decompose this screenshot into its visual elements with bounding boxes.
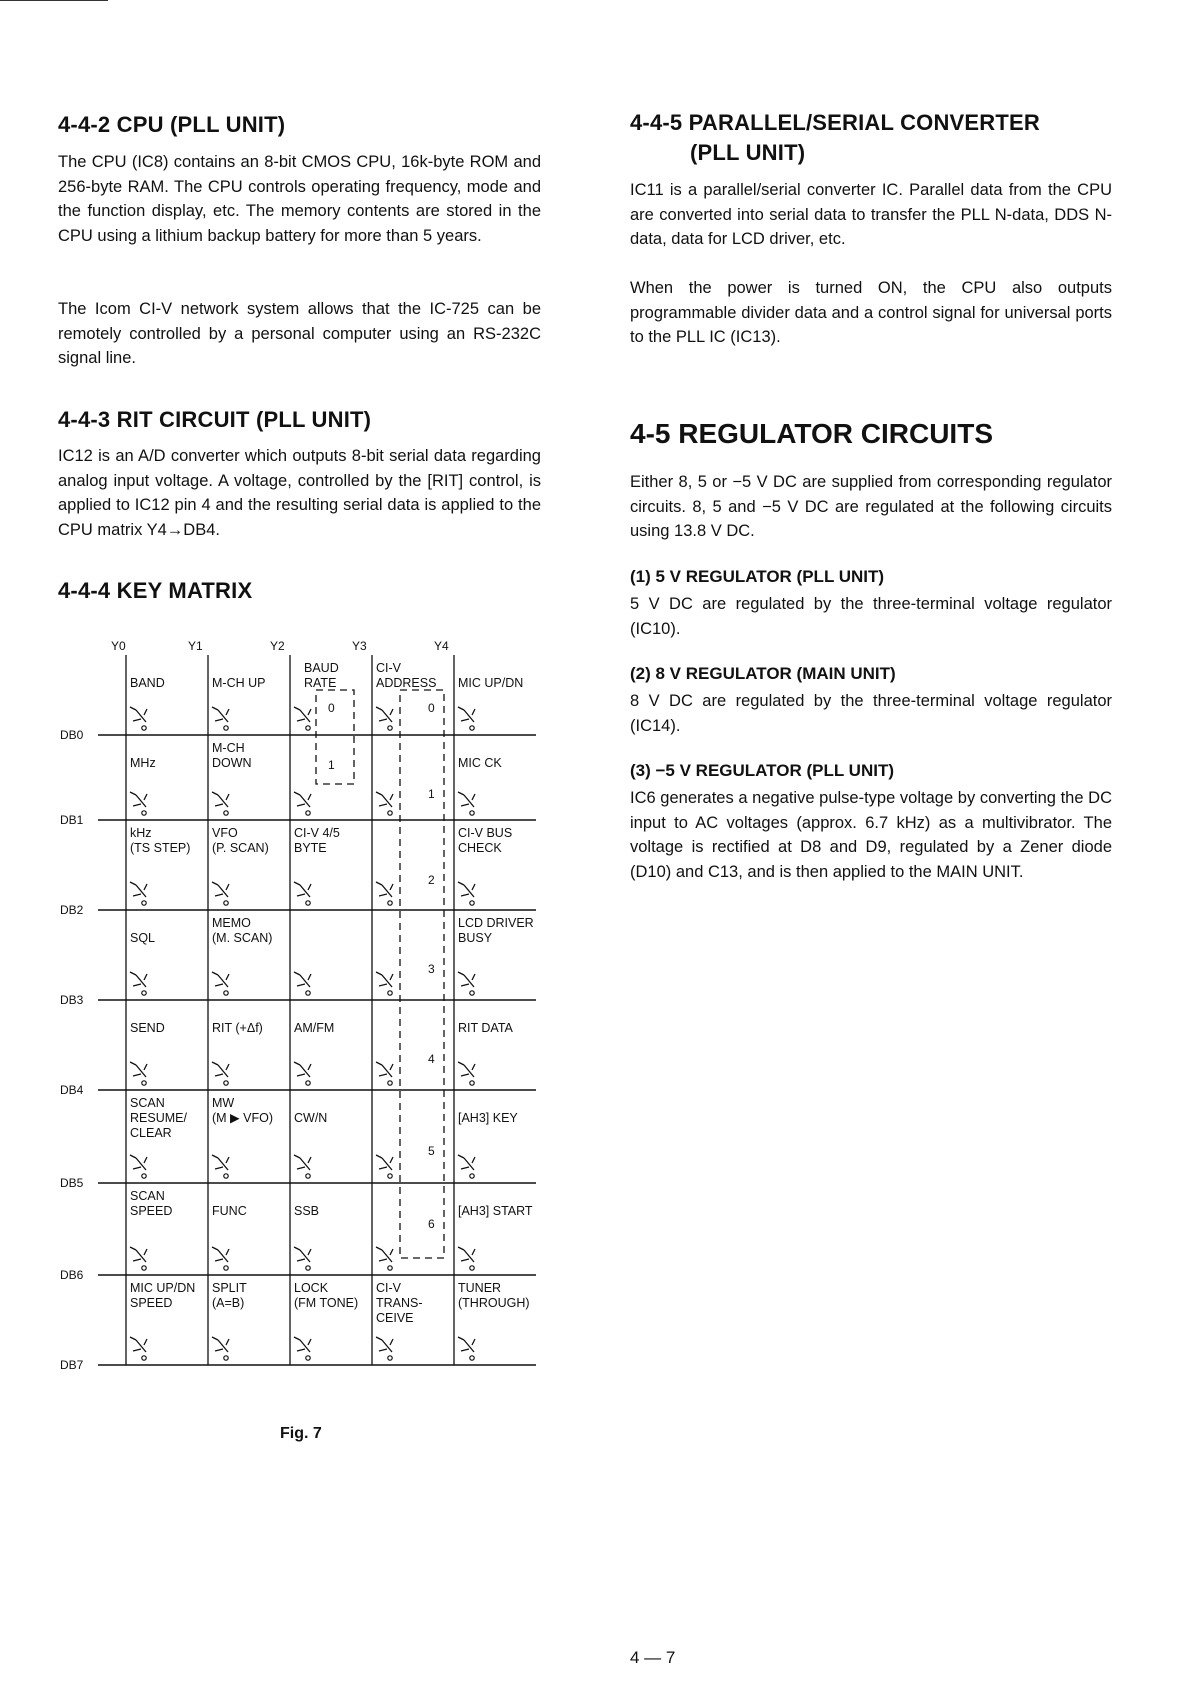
key-label-db0-y3: ADDRESS [376, 676, 437, 690]
switch-contact-db0-y3 [388, 726, 392, 730]
key-label-db6-y4: [AH3] START [458, 1204, 533, 1218]
switch-symbol-db1-y1 [212, 792, 229, 807]
switch-contact-db6-y0 [142, 1266, 146, 1270]
paragraph-5v: 5 V DC are regulated by the three-terminal voltage regulator (IC10). [630, 595, 1112, 638]
key-label-db0-y0: BAND [130, 676, 165, 690]
address-bit-3: 3 [428, 962, 435, 976]
switch-symbol-db7-y2 [294, 1337, 311, 1352]
switch-symbol-db5-y1 [212, 1155, 229, 1170]
key-label-db7-y0: MIC UP/DN [130, 1281, 196, 1295]
switch-symbol-db1-y0 [130, 792, 147, 807]
key-label-db1-y1: DOWN [212, 756, 252, 770]
switch-contact-db5-y4 [470, 1174, 474, 1178]
row-label-db3: DB3 [60, 993, 84, 1007]
switch-contact-db6-y1 [224, 1266, 228, 1270]
key-label-db7-y0: SPEED [130, 1296, 173, 1310]
switch-symbol-db4-y2 [294, 1062, 311, 1077]
column-label-y2: Y2 [270, 639, 285, 653]
paragraph-power-on: When the power is turned ON, the CPU also outputs programmable divider data and a control signal for universal ports to the PLL IC (IC13). [630, 279, 1112, 346]
civ-address-dashed-group [400, 690, 444, 1258]
key-label-db1-y0: MHz [130, 756, 156, 770]
switch-contact-db6-y3 [388, 1266, 392, 1270]
key-label-db2-y0: kHz [130, 826, 152, 840]
switch-symbol-db5-y4 [458, 1155, 475, 1170]
key-label-db7-y4: TUNER [458, 1281, 502, 1295]
key-label-db7-y1: (A=B) [212, 1296, 245, 1310]
switch-contact-db1-y3 [388, 811, 392, 815]
row-label-db2: DB2 [60, 903, 84, 917]
key-label-db4-y4: RIT DATA [458, 1021, 513, 1035]
key-label-db5-y4: [AH3] KEY [458, 1111, 518, 1125]
switch-contact-db5-y0 [142, 1174, 146, 1178]
key-label-db3-y0: SQL [130, 931, 156, 945]
key-label-db6-y2: SSB [294, 1204, 320, 1218]
row-label-db4: DB4 [60, 1083, 84, 1097]
address-bit-1: 1 [428, 787, 435, 801]
paragraph-cpu: The CPU (IC8) contains an 8-bit CMOS CPU, 16k-byte ROM and 256-byte RAM. The CPU controls operating frequency, mode and the function display, etc. The memory contents are stored in the CPU using a lithium backup battery for more than 5 years. [58, 153, 541, 245]
switch-contact-db4-y1 [224, 1081, 228, 1085]
heading-4-4-3: 4-4-3 RIT CIRCUIT (PLL UNIT) [58, 407, 372, 432]
switch-symbol-db5-y0 [130, 1155, 147, 1170]
heading-8v-regulator: (2) 8 V REGULATOR (MAIN UNIT) [630, 664, 896, 683]
heading-neg5v-regulator: (3) −5 V REGULATOR (PLL UNIT) [630, 761, 894, 780]
switch-contact-db7-y0 [142, 1356, 146, 1360]
key-label-db3-y1: (M. SCAN) [212, 931, 273, 945]
switch-contact-db1-y4 [470, 811, 474, 815]
switch-symbol-db6-y4 [458, 1247, 475, 1262]
switch-contact-db3-y1 [224, 991, 228, 995]
switch-symbol-db6-y3 [376, 1247, 393, 1262]
switch-contact-db1-y1 [224, 811, 228, 815]
switch-symbol-db1-y3 [376, 792, 393, 807]
key-label-db3-y1: MEMO [212, 916, 251, 930]
key-label-db5-y1: (M ▶ VFO) [212, 1111, 273, 1125]
row-label-db0: DB0 [60, 728, 84, 742]
key-label-db5-y0: SCAN [130, 1096, 165, 1110]
switch-symbol-db0-y2 [294, 707, 311, 722]
switch-symbol-db6-y0 [130, 1247, 147, 1262]
switch-symbol-db7-y0 [130, 1337, 147, 1352]
paragraph-8v: 8 V DC are regulated by the three-terminal voltage regulator (IC14). [630, 692, 1112, 735]
key-label-db0-y3: CI-V [376, 661, 401, 675]
heading-4-4-2: 4-4-2 CPU (PLL UNIT) [58, 112, 286, 137]
key-matrix-diagram [58, 638, 558, 1418]
row-label-db6: DB6 [60, 1268, 84, 1282]
key-label-db5-y1: MW [212, 1096, 235, 1110]
key-label-db0-y1: M-CH UP [212, 676, 266, 690]
switch-symbol-db3-y2 [294, 972, 311, 987]
heading-4-4-5-sub: (PLL UNIT) [690, 140, 806, 165]
key-label-db2-y4: CHECK [458, 841, 502, 855]
key-label-db5-y0: CLEAR [130, 1126, 172, 1140]
address-bit-4: 4 [428, 1052, 435, 1066]
row-label-db7: DB7 [60, 1358, 84, 1372]
switch-contact-db3-y3 [388, 991, 392, 995]
key-label-db7-y3: TRANS- [376, 1296, 423, 1310]
switch-symbol-db3-y3 [376, 972, 393, 987]
key-label-db7-y4: (THROUGH) [458, 1296, 530, 1310]
top-rule [0, 0, 108, 1]
key-label-db7-y2: (FM TONE) [294, 1296, 359, 1310]
switch-symbol-db2-y2 [294, 882, 311, 897]
figure-caption: Fig. 7 [280, 1425, 322, 1442]
switch-symbol-db2-y3 [376, 882, 393, 897]
heading-4-5: 4-5 REGULATOR CIRCUITS [630, 418, 993, 449]
key-label-db0-y2: RATE [304, 676, 337, 690]
key-label-db7-y2: LOCK [294, 1281, 329, 1295]
key-label-db6-y1: FUNC [212, 1204, 247, 1218]
switch-symbol-db4-y1 [212, 1062, 229, 1077]
switch-contact-db0-y0 [142, 726, 146, 730]
key-label-db3-y4: LCD DRIVER [458, 916, 534, 930]
key-label-db7-y3: CI-V [376, 1281, 401, 1295]
key-label-db1-y1: M-CH [212, 741, 245, 755]
key-label-db5-y2: CW/N [294, 1111, 328, 1125]
key-label-db2-y1: VFO [212, 826, 238, 840]
switch-contact-db0-y2 [306, 726, 310, 730]
switch-symbol-db0-y4 [458, 707, 475, 722]
column-label-y4: Y4 [434, 639, 449, 653]
switch-contact-db5-y1 [224, 1174, 228, 1178]
key-label-db4-y0: SEND [130, 1021, 165, 1035]
switch-contact-db2-y3 [388, 901, 392, 905]
key-label-db6-y0: SCAN [130, 1189, 165, 1203]
switch-contact-db7-y3 [388, 1356, 392, 1360]
address-bit-6: 6 [428, 1217, 435, 1231]
paragraph-civ: The Icom CI-V network system allows that the IC-725 can be remotely controlled by a personal computer using an RS-232C signal line. [58, 300, 541, 367]
switch-symbol-db2-y4 [458, 882, 475, 897]
baud-bit-1: 1 [328, 758, 335, 772]
column-label-y3: Y3 [352, 639, 367, 653]
switch-contact-db2-y1 [224, 901, 228, 905]
row-label-db5: DB5 [60, 1176, 84, 1190]
key-label-db4-y2: AM/FM [294, 1021, 335, 1035]
switch-contact-db4-y2 [306, 1081, 310, 1085]
paragraph-regulators: Either 8, 5 or −5 V DC are supplied from corresponding regulator circuits. 8, 5 and −5 V DC are regulated at the following circuits using 13.8 V DC. [630, 473, 1112, 540]
switch-contact-db1-y0 [142, 811, 146, 815]
key-label-db0-y2: BAUD [304, 661, 339, 675]
switch-contact-db4-y3 [388, 1081, 392, 1085]
switch-contact-db7-y2 [306, 1356, 310, 1360]
address-bit-0: 0 [428, 701, 435, 715]
switch-symbol-db7-y4 [458, 1337, 475, 1352]
switch-symbol-db4-y4 [458, 1062, 475, 1077]
switch-contact-db3-y0 [142, 991, 146, 995]
baud-rate-dashed-group [316, 690, 354, 784]
switch-contact-db6-y2 [306, 1266, 310, 1270]
key-label-db7-y1: SPLIT [212, 1281, 247, 1295]
key-label-db2-y0: (TS STEP) [130, 841, 191, 855]
key-label-db2-y1: (P. SCAN) [212, 841, 269, 855]
heading-5v-regulator: (1) 5 V REGULATOR (PLL UNIT) [630, 567, 885, 586]
key-label-db7-y3: CEIVE [376, 1311, 414, 1325]
key-label-db1-y4: MIC CK [458, 756, 502, 770]
switch-contact-db4-y4 [470, 1081, 474, 1085]
heading-4-4-4: 4-4-4 KEY MATRIX [58, 578, 253, 603]
switch-symbol-db3-y0 [130, 972, 147, 987]
switch-contact-db3-y4 [470, 991, 474, 995]
switch-contact-db4-y0 [142, 1081, 146, 1085]
switch-symbol-db0-y0 [130, 707, 147, 722]
switch-symbol-db6-y2 [294, 1247, 311, 1262]
switch-contact-db6-y4 [470, 1266, 474, 1270]
key-label-db5-y0: RESUME/ [130, 1111, 187, 1125]
address-bit-5: 5 [428, 1144, 435, 1158]
switch-symbol-db1-y2 [294, 792, 311, 807]
switch-symbol-db4-y0 [130, 1062, 147, 1077]
switch-symbol-db6-y1 [212, 1247, 229, 1262]
switch-symbol-db4-y3 [376, 1062, 393, 1077]
address-bit-2: 2 [428, 873, 435, 887]
switch-contact-db7-y4 [470, 1356, 474, 1360]
paragraph-rit: IC12 is an A/D converter which outputs 8-bit serial data regarding analog input voltage. A voltage, controlled by the [RIT] control, is applied to IC12 pin 4 and the resulting serial data is applied to the CPU matrix Y4→DB4. [58, 447, 541, 539]
paragraph-converter: IC11 is a parallel/serial converter IC. Parallel data from the CPU are converted into serial data to transfer the PLL N-data, DDS N-data, data for LCD driver, etc. [630, 181, 1112, 248]
key-label-db2-y2: BYTE [294, 841, 327, 855]
heading-4-4-5: 4-4-5 PARALLEL/SERIAL CONVERTER [630, 110, 1040, 135]
switch-symbol-db3-y4 [458, 972, 475, 987]
key-label-db4-y1: RIT (+Δf) [212, 1021, 263, 1035]
key-label-db0-y4: MIC UP/DN [458, 676, 524, 690]
column-label-y0: Y0 [111, 639, 126, 653]
paragraph-neg5v: IC6 generates a negative pulse-type voltage by converting the DC input to AC voltages (approx. 6.7 kHz) as a multivibrator. The voltage is rectified at D8 and D9, regulated by a Zener diode (D10) and C13, and is then applied to the MAIN UNIT. [630, 789, 1112, 881]
row-label-db1: DB1 [60, 813, 84, 827]
page-number: 4 — 7 [630, 1648, 676, 1667]
column-label-y1: Y1 [188, 639, 203, 653]
baud-bit-0: 0 [328, 701, 335, 715]
switch-symbol-db3-y1 [212, 972, 229, 987]
key-label-db2-y2: CI-V 4/5 [294, 826, 340, 840]
switch-contact-db7-y1 [224, 1356, 228, 1360]
switch-symbol-db2-y1 [212, 882, 229, 897]
switch-symbol-db5-y2 [294, 1155, 311, 1170]
switch-symbol-db5-y3 [376, 1155, 393, 1170]
key-label-db6-y0: SPEED [130, 1204, 173, 1218]
switch-symbol-db2-y0 [130, 882, 147, 897]
key-label-db2-y4: CI-V BUS [458, 826, 513, 840]
switch-symbol-db1-y4 [458, 792, 475, 807]
switch-contact-db2-y0 [142, 901, 146, 905]
switch-contact-db0-y1 [224, 726, 228, 730]
switch-contact-db2-y4 [470, 901, 474, 905]
switch-contact-db5-y3 [388, 1174, 392, 1178]
switch-contact-db5-y2 [306, 1174, 310, 1178]
key-label-db3-y4: BUSY [458, 931, 493, 945]
switch-contact-db0-y4 [470, 726, 474, 730]
switch-symbol-db7-y1 [212, 1337, 229, 1352]
switch-contact-db3-y2 [306, 991, 310, 995]
switch-contact-db2-y2 [306, 901, 310, 905]
switch-symbol-db0-y1 [212, 707, 229, 722]
switch-contact-db1-y2 [306, 811, 310, 815]
switch-symbol-db7-y3 [376, 1337, 393, 1352]
switch-symbol-db0-y3 [376, 707, 393, 722]
